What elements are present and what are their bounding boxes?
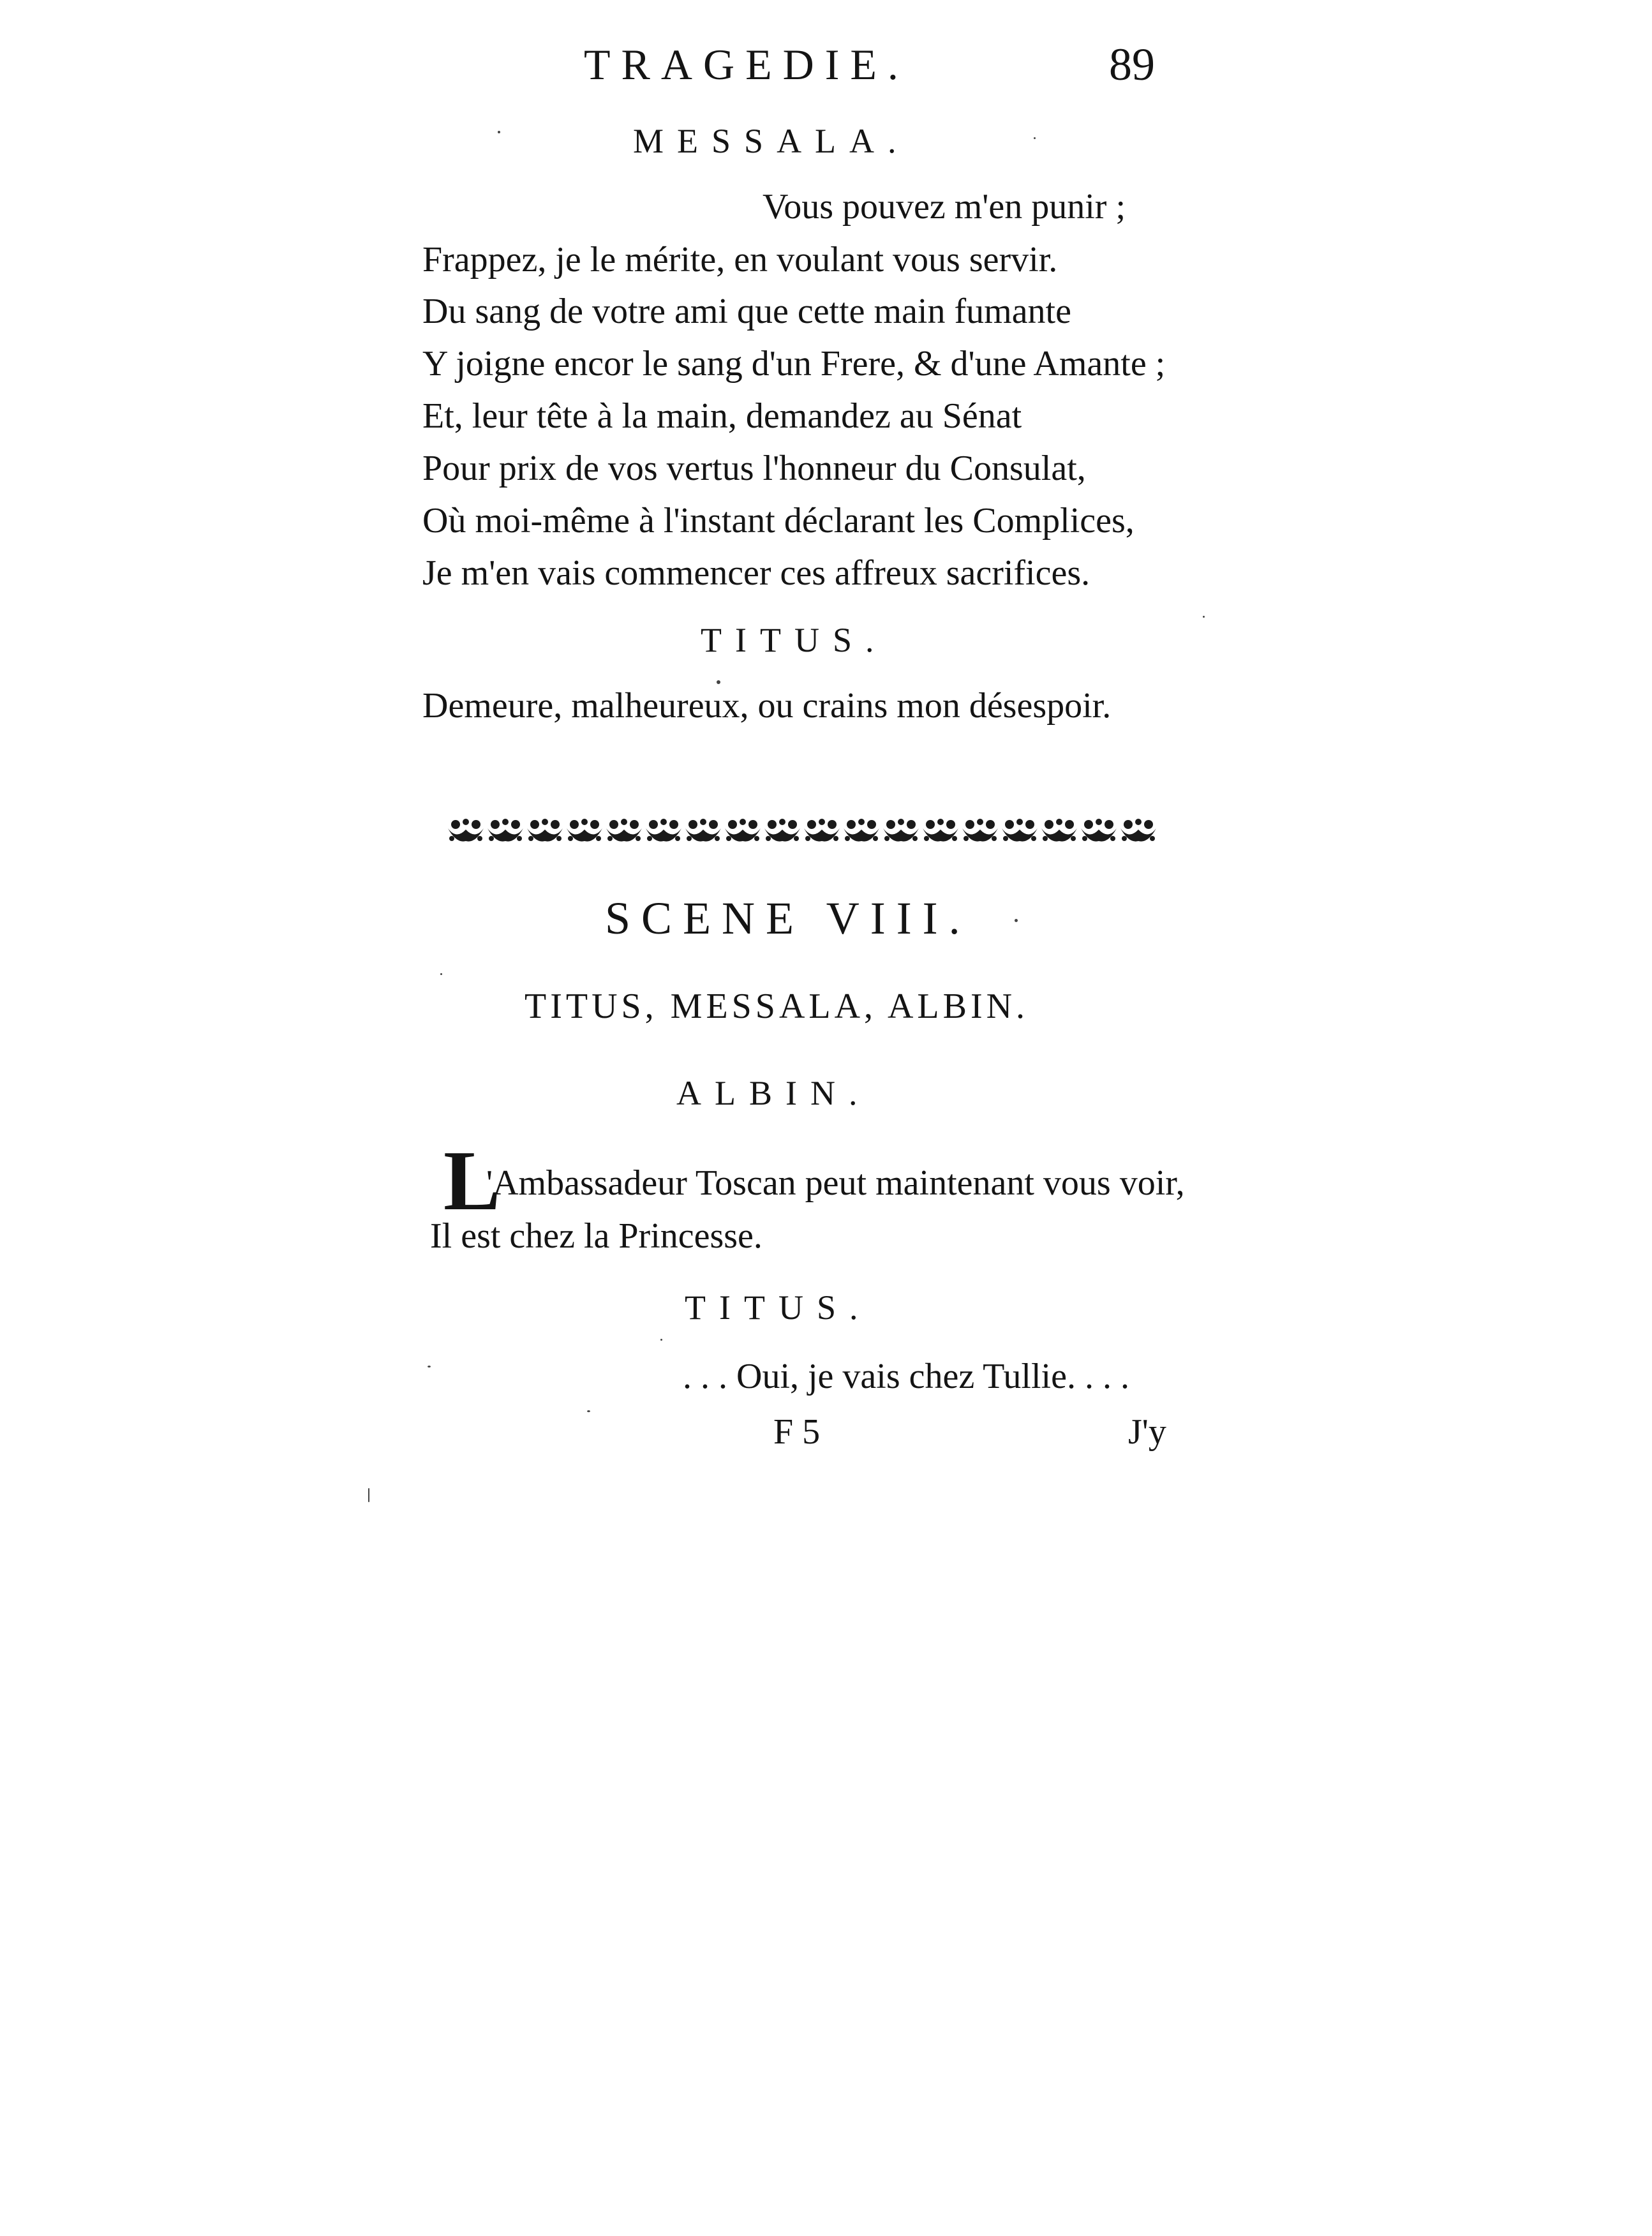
verse-line: . . . Oui, je vais chez Tullie. . . . — [683, 1357, 1129, 1396]
speaker-titus-2: TITUS. — [685, 1288, 872, 1327]
scene-cast: TITUS, MESSALA, ALBIN. — [525, 987, 1029, 1026]
print-speck — [1203, 616, 1205, 618]
speaker-messala: MESSALA. — [633, 122, 910, 160]
verse-line: Il est chez la Princesse. — [430, 1216, 763, 1256]
verse-line: Demeure, malheureux, ou crains mon désespoir. — [422, 686, 1112, 726]
print-speck — [1034, 137, 1036, 139]
running-title: TRAGEDIE. — [584, 40, 909, 89]
speaker-albin: ALBIN. — [676, 1074, 871, 1112]
print-speck — [440, 973, 442, 975]
print-speck — [1015, 919, 1018, 922]
verse-line: Y joigne encor le sang d'un Frere, & d'une Amante ; — [422, 344, 1166, 384]
speaker-titus: TITUS. — [701, 621, 888, 659]
print-speck — [660, 1339, 662, 1341]
ornament-band — [447, 805, 1166, 858]
print-speck — [428, 1366, 431, 1368]
print-speck — [498, 131, 500, 133]
page-number: 89 — [1109, 39, 1155, 90]
verse-line: Du sang de votre ami que cette main fumante — [422, 292, 1071, 331]
catchword: J'y — [1128, 1412, 1166, 1452]
drop-cap: L — [443, 1133, 501, 1228]
verse-line: Et, leur tête à la main, demandez au Sénat — [422, 396, 1022, 436]
verse-line: Où moi-même à l'instant déclarant les Complices, — [422, 501, 1135, 540]
verse-line: Pour prix de vos vertus l'honneur du Consulat, — [422, 449, 1086, 488]
print-speck — [587, 1410, 590, 1412]
verse-line: Je m'en vais commencer ces affreux sacrifices. — [422, 553, 1090, 593]
scene-title: SCENE VIII. — [605, 893, 971, 944]
verse-line: Frappez, je le mérite, en voulant vous servir. — [422, 240, 1058, 280]
print-speck — [717, 680, 720, 684]
signature-mark: F 5 — [773, 1412, 821, 1452]
verse-line: Vous pouvez m'en punir ; — [763, 187, 1126, 227]
print-speck — [368, 1488, 369, 1502]
verse-line: 'Ambassadeur Toscan peut maintenant vous voir, — [486, 1163, 1185, 1203]
